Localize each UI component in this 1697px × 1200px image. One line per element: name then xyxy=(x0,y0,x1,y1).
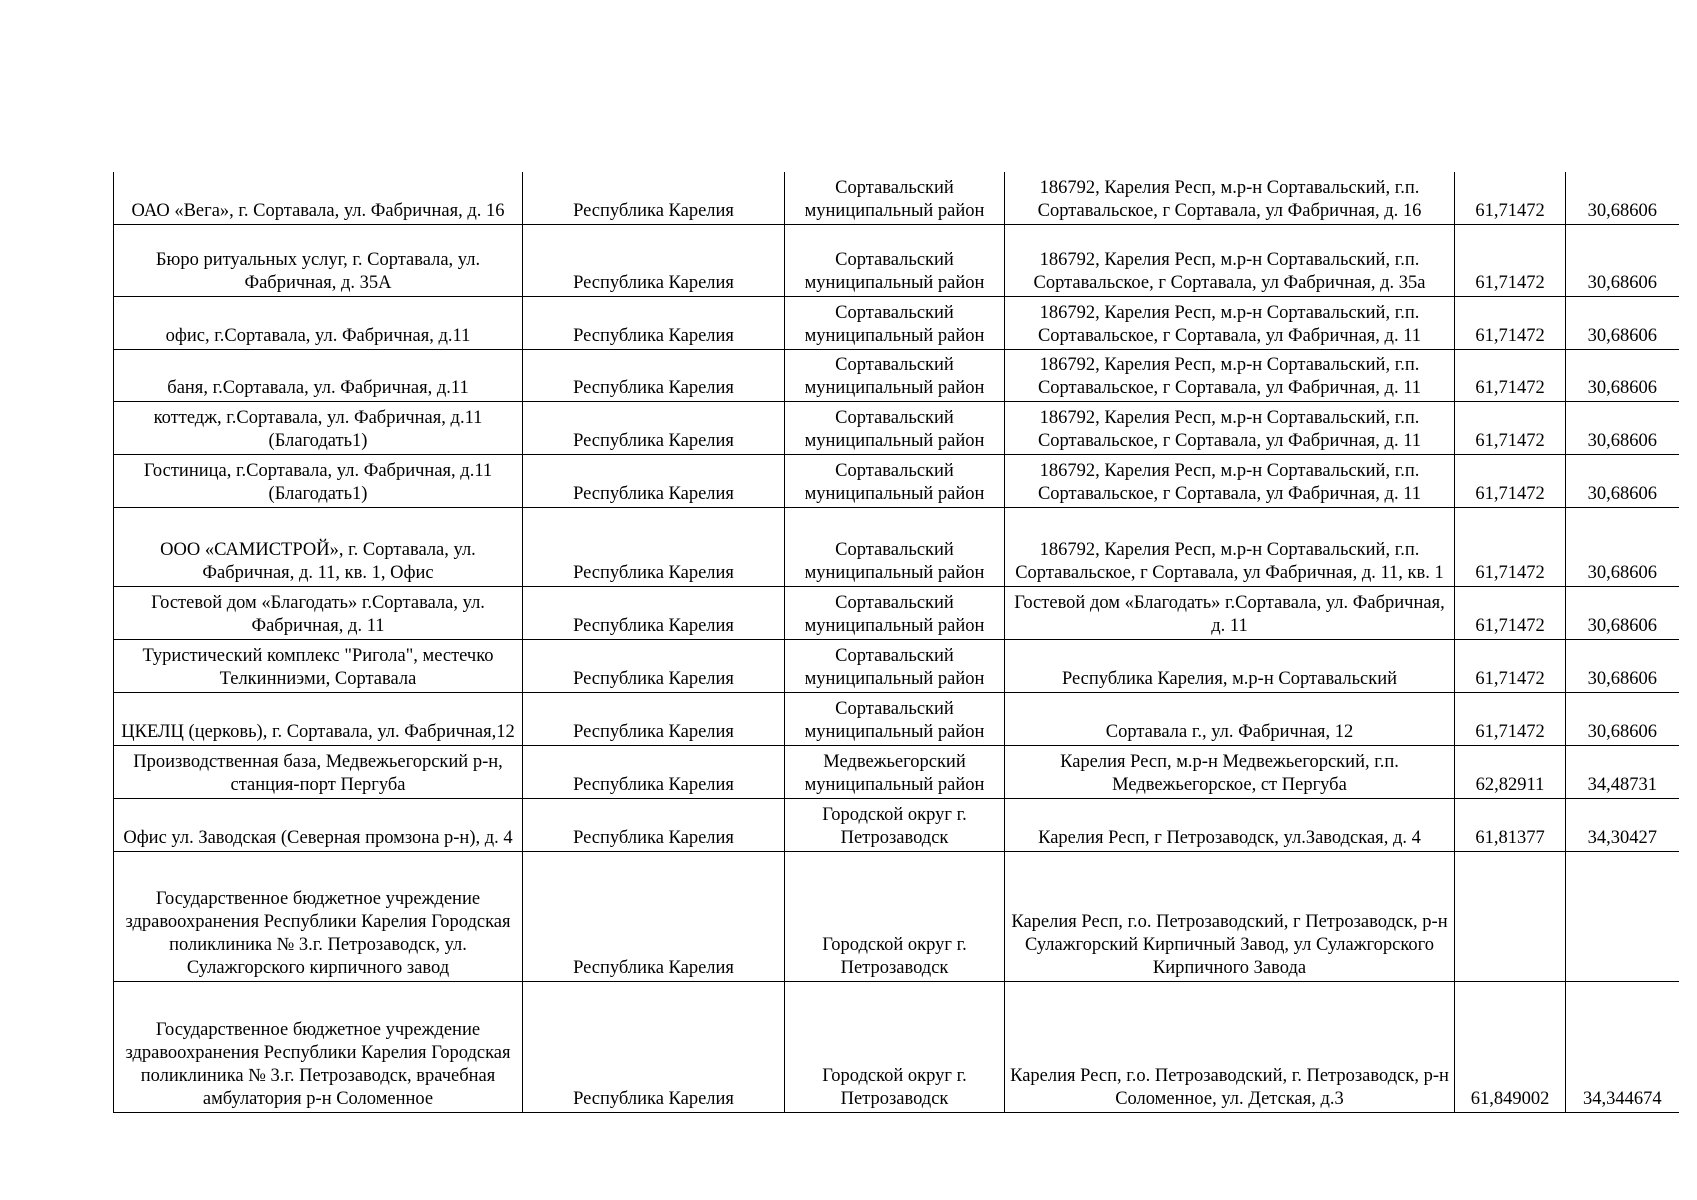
table-row xyxy=(114,851,1679,981)
region-cell: Республика Карелия xyxy=(523,224,785,296)
municipality-cell: Городской округ г. Петрозаводск xyxy=(785,798,1005,851)
latitude-cell: 61,71472 xyxy=(1455,639,1566,692)
address-cell: 186792, Карелия Респ, м.р-н Сортавальский, г.п. Сортавальское, г Сортавала, ул Фабричная, д. 35а xyxy=(1005,224,1455,296)
municipality-cell: Сортавальский муниципальный район xyxy=(785,172,1005,224)
municipality-cell: Сортавальский муниципальный район xyxy=(785,224,1005,296)
region-cell: Республика Карелия xyxy=(523,639,785,692)
object-name-cell: коттедж, г.Сортавала, ул. Фабричная, д.11 (Благодать1) xyxy=(114,401,523,454)
address-cell: Сортавала г., ул. Фабричная, 12 xyxy=(1005,692,1455,745)
region-cell: Республика Карелия xyxy=(523,851,785,981)
address-cell: Республика Карелия, м.р-н Сортавальский xyxy=(1005,639,1455,692)
address-cell: 186792, Карелия Респ, м.р-н Сортавальский, г.п. Сортавальское, г Сортавала, ул Фабричная, д. 16 xyxy=(1005,172,1455,224)
municipality-cell: Сортавальский муниципальный район xyxy=(785,349,1005,401)
table-row xyxy=(114,172,1679,224)
region-cell: Республика Карелия xyxy=(523,586,785,639)
object-name-cell: офис, г.Сортавала, ул. Фабричная, д.11 xyxy=(114,296,523,349)
longitude-cell: 30,68606 xyxy=(1566,639,1679,692)
longitude-cell: 30,68606 xyxy=(1566,401,1679,454)
region-cell: Республика Карелия xyxy=(523,296,785,349)
object-name-cell: ОАО «Вега», г. Сортавала, ул. Фабричная, д. 16 xyxy=(114,172,523,224)
longitude-cell: 30,68606 xyxy=(1566,224,1679,296)
object-name-cell: Бюро ритуальных услуг, г. Сортавала, ул. Фабричная, д. 35А xyxy=(114,224,523,296)
address-cell: 186792, Карелия Респ, м.р-н Сортавальский, г.п. Сортавальское, г Сортавала, ул Фабричная, д. 11 xyxy=(1005,296,1455,349)
object-name-cell: Производственная база, Медвежьегорский р-н, станция-порт Пергуба xyxy=(114,745,523,798)
latitude-cell: 61,71472 xyxy=(1455,172,1566,224)
longitude-cell xyxy=(1566,851,1679,981)
longitude-cell: 30,68606 xyxy=(1566,349,1679,401)
municipality-cell: Сортавальский муниципальный район xyxy=(785,296,1005,349)
region-cell: Республика Карелия xyxy=(523,692,785,745)
municipality-cell: Сортавальский муниципальный район xyxy=(785,507,1005,586)
address-cell: Карелия Респ, г.о. Петрозаводский, г Петрозаводск, р-н Сулажгорский Кирпичный Завод, ул Сулажгорского Кирпичного Завода xyxy=(1005,851,1455,981)
table-row xyxy=(114,349,1679,401)
object-name-cell: Туристический комплекс "Ригола", местечко Телкинниэми, Сортавала xyxy=(114,639,523,692)
latitude-cell xyxy=(1455,851,1566,981)
region-cell: Республика Карелия xyxy=(523,798,785,851)
longitude-cell: 34,344674 xyxy=(1566,981,1679,1112)
address-cell: 186792, Карелия Респ, м.р-н Сортавальский, г.п. Сортавальское, г Сортавала, ул Фабричная, д. 11 xyxy=(1005,401,1455,454)
table-row xyxy=(114,296,1679,349)
longitude-cell: 30,68606 xyxy=(1566,454,1679,507)
table-row xyxy=(114,745,1679,798)
longitude-cell: 34,30427 xyxy=(1566,798,1679,851)
latitude-cell: 61,71472 xyxy=(1455,349,1566,401)
locations-table-body xyxy=(114,172,1679,1112)
region-cell: Республика Карелия xyxy=(523,172,785,224)
latitude-cell: 62,82911 xyxy=(1455,745,1566,798)
municipality-cell: Городской округ г. Петрозаводск xyxy=(785,981,1005,1112)
region-cell: Республика Карелия xyxy=(523,507,785,586)
address-cell: Гостевой дом «Благодать» г.Сортавала, ул. Фабричная, д. 11 xyxy=(1005,586,1455,639)
municipality-cell: Сортавальский муниципальный район xyxy=(785,586,1005,639)
object-name-cell: Гостиница, г.Сортавала, ул. Фабричная, д.11 (Благодать1) xyxy=(114,454,523,507)
region-cell: Республика Карелия xyxy=(523,349,785,401)
municipality-cell: Сортавальский муниципальный район xyxy=(785,454,1005,507)
address-cell: 186792, Карелия Респ, м.р-н Сортавальский, г.п. Сортавальское, г Сортавала, ул Фабричная, д. 11, кв. 1 xyxy=(1005,507,1455,586)
table-row xyxy=(114,507,1679,586)
latitude-cell: 61,71472 xyxy=(1455,224,1566,296)
object-name-cell: Офис ул. Заводская (Северная промзона р-н), д. 4 xyxy=(114,798,523,851)
object-name-cell: Государственное бюджетное учреждение здравоохранения Республики Карелия Городская поликлиника № 3.г. Петрозаводск, врачебная амбулатория р-н Соломенное xyxy=(114,981,523,1112)
locations-table xyxy=(113,172,1679,1113)
longitude-cell: 30,68606 xyxy=(1566,692,1679,745)
table-row xyxy=(114,798,1679,851)
object-name-cell: ООО «САМИСТРОЙ», г. Сортавала, ул. Фабричная, д. 11, кв. 1, Офис xyxy=(114,507,523,586)
table-row xyxy=(114,692,1679,745)
table-row xyxy=(114,454,1679,507)
address-cell: 186792, Карелия Респ, м.р-н Сортавальский, г.п. Сортавальское, г Сортавала, ул Фабричная, д. 11 xyxy=(1005,454,1455,507)
latitude-cell: 61,849002 xyxy=(1455,981,1566,1112)
latitude-cell: 61,71472 xyxy=(1455,454,1566,507)
municipality-cell: Сортавальский муниципальный район xyxy=(785,692,1005,745)
municipality-cell: Сортавальский муниципальный район xyxy=(785,639,1005,692)
longitude-cell: 30,68606 xyxy=(1566,586,1679,639)
municipality-cell: Сортавальский муниципальный район xyxy=(785,401,1005,454)
latitude-cell: 61,71472 xyxy=(1455,586,1566,639)
table-row xyxy=(114,639,1679,692)
region-cell: Республика Карелия xyxy=(523,981,785,1112)
address-cell: Карелия Респ, г.о. Петрозаводский, г. Петрозаводск, р-н Соломенное, ул. Детская, д.3 xyxy=(1005,981,1455,1112)
object-name-cell: Гостевой дом «Благодать» г.Сортавала, ул. Фабричная, д. 11 xyxy=(114,586,523,639)
longitude-cell: 30,68606 xyxy=(1566,507,1679,586)
table-row xyxy=(114,401,1679,454)
longitude-cell: 34,48731 xyxy=(1566,745,1679,798)
latitude-cell: 61,71472 xyxy=(1455,296,1566,349)
longitude-cell: 30,68606 xyxy=(1566,172,1679,224)
latitude-cell: 61,71472 xyxy=(1455,401,1566,454)
table-row xyxy=(114,224,1679,296)
latitude-cell: 61,81377 xyxy=(1455,798,1566,851)
longitude-cell: 30,68606 xyxy=(1566,296,1679,349)
object-name-cell: ЦКЕЛЦ (церковь), г. Сортавала, ул. Фабричная,12 xyxy=(114,692,523,745)
region-cell: Республика Карелия xyxy=(523,401,785,454)
address-cell: Карелия Респ, м.р-н Медвежьегорский, г.п. Медвежьегорское, ст Пергуба xyxy=(1005,745,1455,798)
address-cell: Карелия Респ, г Петрозаводск, ул.Заводская, д. 4 xyxy=(1005,798,1455,851)
table-row xyxy=(114,981,1679,1112)
municipality-cell: Городской округ г. Петрозаводск xyxy=(785,851,1005,981)
region-cell: Республика Карелия xyxy=(523,454,785,507)
object-name-cell: Государственное бюджетное учреждение здравоохранения Республики Карелия Городская поликлиника № 3.г. Петрозаводск, ул. Сулажгорского кирпичного завод xyxy=(114,851,523,981)
table-row xyxy=(114,586,1679,639)
municipality-cell: Медвежьегорский муниципальный район xyxy=(785,745,1005,798)
latitude-cell: 61,71472 xyxy=(1455,692,1566,745)
latitude-cell: 61,71472 xyxy=(1455,507,1566,586)
object-name-cell: баня, г.Сортавала, ул. Фабричная, д.11 xyxy=(114,349,523,401)
region-cell: Республика Карелия xyxy=(523,745,785,798)
address-cell: 186792, Карелия Респ, м.р-н Сортавальский, г.п. Сортавальское, г Сортавала, ул Фабричная, д. 11 xyxy=(1005,349,1455,401)
